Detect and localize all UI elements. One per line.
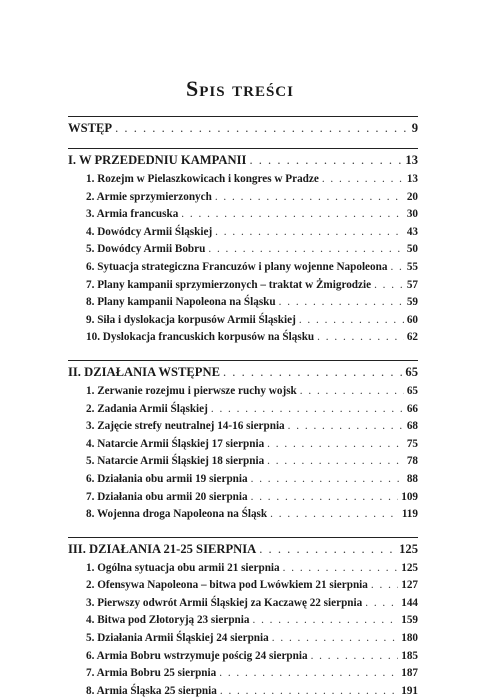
dot-leader <box>252 612 398 630</box>
toc-entry-label: 6. Armia Bobru wstrzymuje pościg 24 sierpnia <box>86 649 308 662</box>
toc-page-number: 125 <box>401 561 418 574</box>
toc-entry[interactable] <box>68 418 418 436</box>
dot-leader <box>249 149 402 171</box>
dot-leader <box>115 117 409 139</box>
dot-leader <box>371 577 398 595</box>
toc-entry-label: 2. Ofensywa Napoleona – bitwa pod Lwówkiem 21 sierpnia <box>86 579 368 592</box>
toc-page-number: 180 <box>401 632 418 645</box>
dot-leader <box>300 383 404 401</box>
toc-entry[interactable] <box>68 294 418 312</box>
dot-leader <box>251 471 404 489</box>
dot-leader <box>181 206 404 224</box>
dot-leader <box>283 560 399 578</box>
toc-entry-intro[interactable] <box>68 117 418 139</box>
dot-leader <box>390 259 403 277</box>
toc-entry-label: 3. Zajęcie strefy neutralnej 14-16 sierpnia <box>86 420 285 433</box>
page-title: Spis treści <box>186 76 294 101</box>
table-of-contents <box>68 116 418 700</box>
toc-entry-label: WSTĘP <box>68 121 113 135</box>
chapter-list <box>68 148 418 700</box>
toc-entry[interactable] <box>68 383 418 401</box>
toc-entry-label: 7. Działania obu armii 20 sierpnia <box>86 490 248 503</box>
dot-leader <box>279 294 404 312</box>
toc-entry-label: 5. Natarcie Armii Śląskiej 18 sierpnia <box>86 455 265 468</box>
toc-page-number: 191 <box>401 684 418 697</box>
toc-entry-label: 6. Sytuacja strategiczna Francuzów i plany wojenne Napoleona <box>86 260 388 273</box>
dot-leader <box>317 329 404 347</box>
toc-entry[interactable] <box>68 224 418 242</box>
dot-leader <box>211 401 404 419</box>
toc-entry[interactable] <box>68 171 418 189</box>
toc-entry[interactable] <box>68 471 418 489</box>
toc-page-number: 62 <box>406 331 418 344</box>
toc-chapter-heading[interactable] <box>68 538 418 560</box>
toc-entry[interactable] <box>68 259 418 277</box>
toc-entry[interactable] <box>68 489 418 507</box>
toc-entry[interactable] <box>68 577 418 595</box>
dot-leader <box>219 665 398 683</box>
toc-page-number: 144 <box>401 596 418 609</box>
toc-entry[interactable] <box>68 595 418 613</box>
dot-leader <box>365 595 398 613</box>
toc-entry-label: 3. Armia francuska <box>86 208 179 221</box>
dot-leader <box>299 312 404 330</box>
toc-page-number: 78 <box>406 455 418 468</box>
toc-entry[interactable] <box>68 560 418 578</box>
toc-entry[interactable] <box>68 189 418 207</box>
toc-page-number: 65 <box>405 364 418 379</box>
dot-leader <box>272 630 398 648</box>
toc-page-number: 55 <box>406 260 418 273</box>
toc-page-number: 88 <box>406 472 418 485</box>
toc-page-number: 65 <box>406 384 418 397</box>
toc-entry-label: 4. Dowódcy Armii Śląskiej <box>86 225 213 238</box>
toc-chapter-heading[interactable] <box>68 361 418 383</box>
dot-leader <box>220 683 398 700</box>
dot-leader <box>322 171 404 189</box>
toc-entry-label: 8. Armia Śląska 25 sierpnia <box>86 684 217 697</box>
toc-entry[interactable] <box>68 277 418 295</box>
toc-page-number: 59 <box>406 296 418 309</box>
dot-leader <box>311 648 399 666</box>
toc-entry-label: 1. Zerwanie rozejmu i pierwsze ruchy wojsk <box>86 384 297 397</box>
dot-leader <box>267 453 404 471</box>
toc-entry-label: 1. Ogólna sytuacja obu armii 21 sierpnia <box>86 561 280 574</box>
toc-page-number: 119 <box>401 508 418 521</box>
toc-page-number: 20 <box>406 190 418 203</box>
toc-entry-label: 2. Armie sprzymierzonych <box>86 190 212 203</box>
toc-page-number: 187 <box>401 667 418 680</box>
dot-leader <box>215 224 404 242</box>
dot-leader <box>208 241 403 259</box>
toc-page-number: 127 <box>401 579 418 592</box>
toc-entry[interactable] <box>68 312 418 330</box>
toc-page-number: 13 <box>406 173 418 185</box>
toc-page-number: 60 <box>406 313 418 326</box>
dot-leader <box>288 418 404 436</box>
toc-page-number: 125 <box>399 541 418 556</box>
toc-entry[interactable] <box>68 401 418 419</box>
toc-entry[interactable] <box>68 506 418 524</box>
toc-page-number: 57 <box>406 278 418 291</box>
toc-page-number: 159 <box>401 614 418 627</box>
toc-entry-label: 1. Rozejm w Pielaszkowicach i kongres w Pradze <box>86 173 319 185</box>
toc-entry[interactable] <box>68 436 418 454</box>
toc-entry[interactable] <box>68 206 418 224</box>
toc-entry[interactable] <box>68 630 418 648</box>
toc-page-number: 109 <box>401 490 418 503</box>
dot-leader <box>251 489 399 507</box>
dot-leader <box>374 277 404 295</box>
toc-entry-label: 7. Plany kampanii sprzymierzonych – traktat w Żmigrodzie <box>86 278 372 291</box>
toc-page-number: 9 <box>411 121 418 135</box>
toc-page-number: 30 <box>406 208 418 221</box>
dot-leader <box>270 506 399 524</box>
toc-entry[interactable] <box>68 683 418 700</box>
toc-entry-label: 2. Zadania Armii Śląskiej <box>86 402 208 415</box>
toc-entry-label: 6. Działania obu armii 19 sierpnia <box>86 472 248 485</box>
toc-entry-label: 7. Armia Bobru 25 sierpnia <box>86 667 217 680</box>
toc-page-number: 50 <box>406 243 418 256</box>
dot-leader <box>223 361 402 383</box>
toc-entry-label: 9. Siła i dyslokacja korpusów Armii Śląskiej <box>86 313 296 326</box>
toc-entry[interactable] <box>68 665 418 683</box>
toc-entry-label: 5. Działania Armii Śląskiej 24 sierpnia <box>86 632 269 645</box>
toc-page-number: 75 <box>406 437 418 450</box>
toc-entry[interactable] <box>68 612 418 630</box>
toc-entry[interactable] <box>68 648 418 666</box>
dot-leader <box>215 189 404 207</box>
toc-entry-label: II. DZIAŁANIA WSTĘPNE <box>68 364 220 379</box>
toc-entry-label: 5. Dowódcy Armii Bobru <box>86 243 206 256</box>
toc-entry[interactable] <box>68 241 418 259</box>
toc-page-number: 43 <box>406 225 418 238</box>
toc-entry-label: 4. Natarcie Armii Śląskiej 17 sierpnia <box>86 437 265 450</box>
toc-chapter-heading[interactable] <box>68 149 418 171</box>
toc-entry[interactable] <box>68 453 418 471</box>
toc-page-number: 68 <box>406 420 418 433</box>
toc-entry-label: 8. Wojenna droga Napoleona na Śląsk <box>86 508 268 521</box>
toc-entry-label: III. DZIAŁANIA 21-25 SIERPNIA <box>68 541 257 556</box>
toc-page-number: 13 <box>405 153 418 167</box>
toc-entry-label: 3. Pierwszy odwrót Armii Śląskiej za Kaczawę 22 sierpnia <box>86 596 363 609</box>
dot-leader <box>259 538 396 560</box>
toc-entry-label: 8. Plany kampanii Napoleona na Śląsku <box>86 296 276 309</box>
toc-entry-label: I. W PRZEDEDNIU KAMPANII <box>68 153 247 167</box>
toc-page-number: 185 <box>401 649 418 662</box>
toc-entry-label: 4. Bitwa pod Złotoryją 23 sierpnia <box>86 614 250 627</box>
dot-leader <box>267 436 404 454</box>
toc-entry[interactable] <box>68 329 418 347</box>
toc-entry-label: 10. Dyslokacja francuskich korpusów na Śląsku <box>86 331 315 344</box>
toc-page-number: 66 <box>406 402 418 415</box>
